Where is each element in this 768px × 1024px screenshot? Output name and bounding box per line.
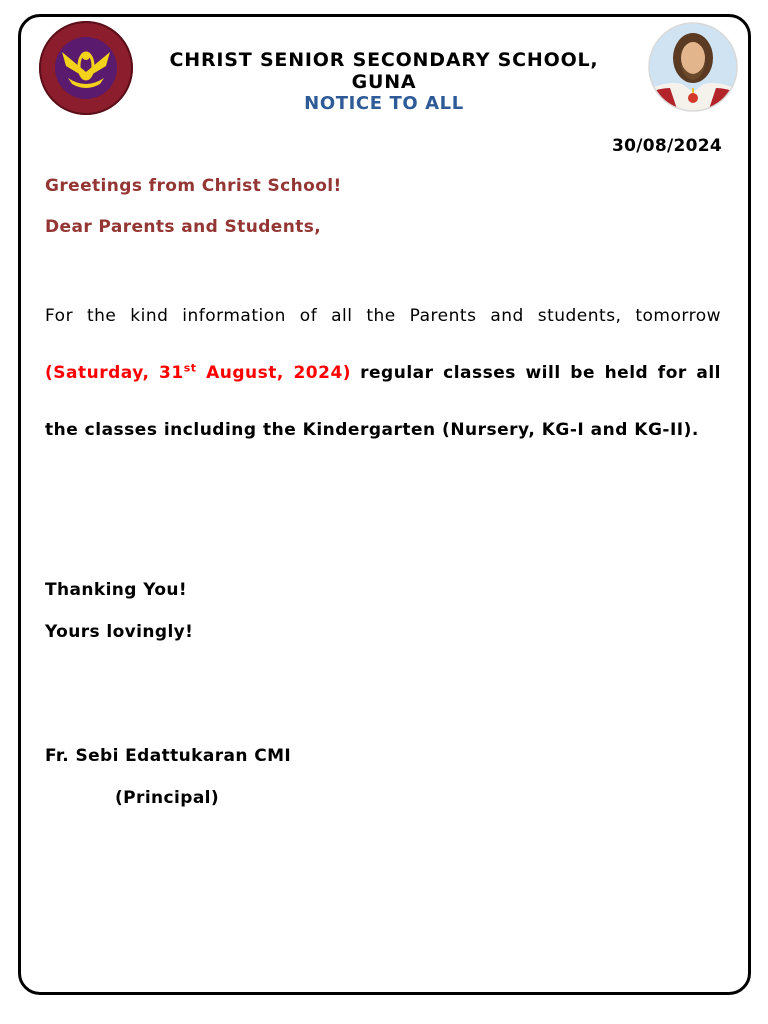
body-intro: For the kind information of all the Parents and students, tomorrow — [45, 306, 721, 326]
school-name: CHRIST SENIOR SECONDARY SCHOOL, GUNA — [169, 49, 599, 93]
salutation: Dear Parents and Students, — [45, 217, 322, 237]
signatory-name: Fr. Sebi Edattukaran CMI — [45, 746, 292, 766]
notice-date: 30/08/2024 — [611, 136, 722, 156]
greeting: Greetings from Christ School! — [45, 176, 342, 196]
notice-frame — [18, 14, 751, 995]
body-announcement: regular classes will be held for all the classes including the Kindergarten (Nursery, KG-I and KG-II). — [45, 363, 721, 440]
notice-title: NOTICE TO ALL — [304, 93, 464, 114]
date-highlight: (Saturday, 31st August, 2024) — [45, 361, 352, 383]
sacred-heart-portrait-icon — [648, 22, 738, 112]
regards-line: Yours lovingly! — [45, 622, 194, 642]
notice-body — [45, 288, 721, 459]
thanks-line: Thanking You! — [45, 580, 188, 600]
signatory-role: (Principal) — [115, 788, 220, 808]
school-crest-icon — [38, 20, 134, 116]
